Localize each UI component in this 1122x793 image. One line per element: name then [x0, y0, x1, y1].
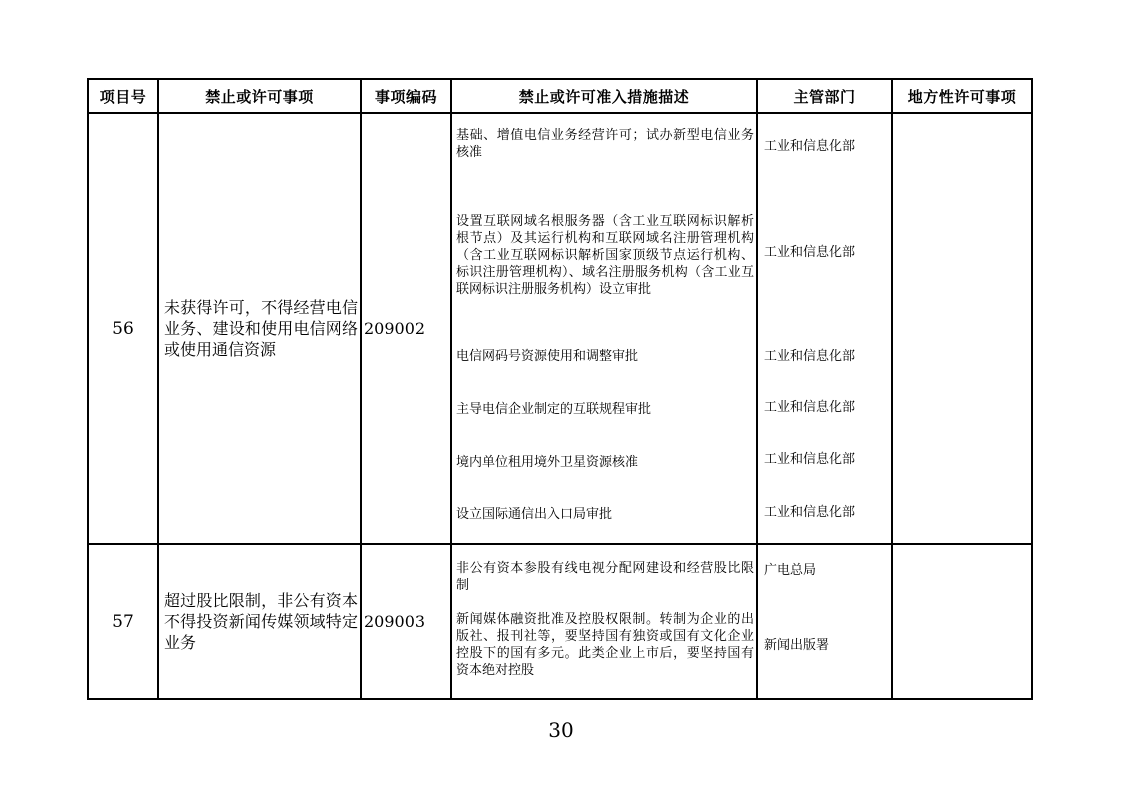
measures-cell — [452, 545, 758, 698]
measure-desc: 境内单位租用境外卫星资源核准 — [456, 455, 639, 470]
measure-dept: 工业和信息化部 — [764, 245, 856, 260]
prohibited-item-cell: 未获得许可，不得经营电信业务、建设和使用电信网络或使用通信资源 — [159, 114, 362, 545]
project-no-cell: 56 — [89, 114, 159, 545]
measure-desc: 主导电信企业制定的互联规程审批 — [456, 402, 652, 417]
measure-desc: 基础、增值电信业务经营许可；试办新型电信业务核准 — [456, 128, 754, 160]
item-code-cell: 209002 — [362, 114, 452, 545]
departments-cell — [758, 545, 893, 698]
measure-desc: 非公有资本参股有线电视分配网建设和经营股比限制 — [456, 561, 754, 593]
measure-desc: 新闻媒体融资批准及控股权限制。转制为企业的出版社、报刊社等，要坚持国有独资或国有文化企业控股下的国有多元。此类企业上市后，要坚持国有资本绝对控股 — [456, 612, 754, 678]
local-permit-cell — [893, 545, 1031, 698]
column-header-item-code: 事项编码 — [362, 80, 452, 114]
column-header-local-permit: 地方性许可事项 — [893, 80, 1031, 114]
departments-cell — [758, 114, 893, 545]
market-access-table — [87, 78, 1033, 700]
column-header-measure-description: 禁止或许可准入措施描述 — [452, 80, 758, 114]
item-code-cell: 209003 — [362, 545, 452, 698]
column-header-prohibited-item: 禁止或许可事项 — [159, 80, 362, 114]
page-number: 30 — [548, 718, 574, 742]
measure-dept: 广电总局 — [764, 563, 817, 578]
local-permit-cell — [893, 114, 1031, 545]
measure-dept: 工业和信息化部 — [764, 452, 856, 467]
measures-cell — [452, 114, 758, 545]
measure-dept: 工业和信息化部 — [764, 139, 856, 154]
column-header-project-no: 项目号 — [89, 80, 159, 114]
measure-dept: 工业和信息化部 — [764, 349, 856, 364]
measure-dept: 工业和信息化部 — [764, 400, 856, 415]
measure-dept: 新闻出版署 — [764, 638, 830, 653]
measure-desc: 设置互联网域名根服务器（含工业互联网标识解析根节点）及其运行机构和互联网域名注册管理机构（含工业互联网标识解析国家顶级节点运行机构、标识注册管理机构）、域名注册服务机构（含工业互联网标识注册服务机构）设立审批 — [456, 214, 754, 297]
measure-desc: 设立国际通信出入口局审批 — [456, 507, 613, 522]
measure-desc: 电信网码号资源使用和调整审批 — [456, 349, 639, 364]
prohibited-item-cell: 超过股比限制，非公有资本不得投资新闻传媒领域特定业务 — [159, 545, 362, 698]
measure-dept: 工业和信息化部 — [764, 505, 856, 520]
project-no-cell: 57 — [89, 545, 159, 698]
column-header-department: 主管部门 — [758, 80, 893, 114]
